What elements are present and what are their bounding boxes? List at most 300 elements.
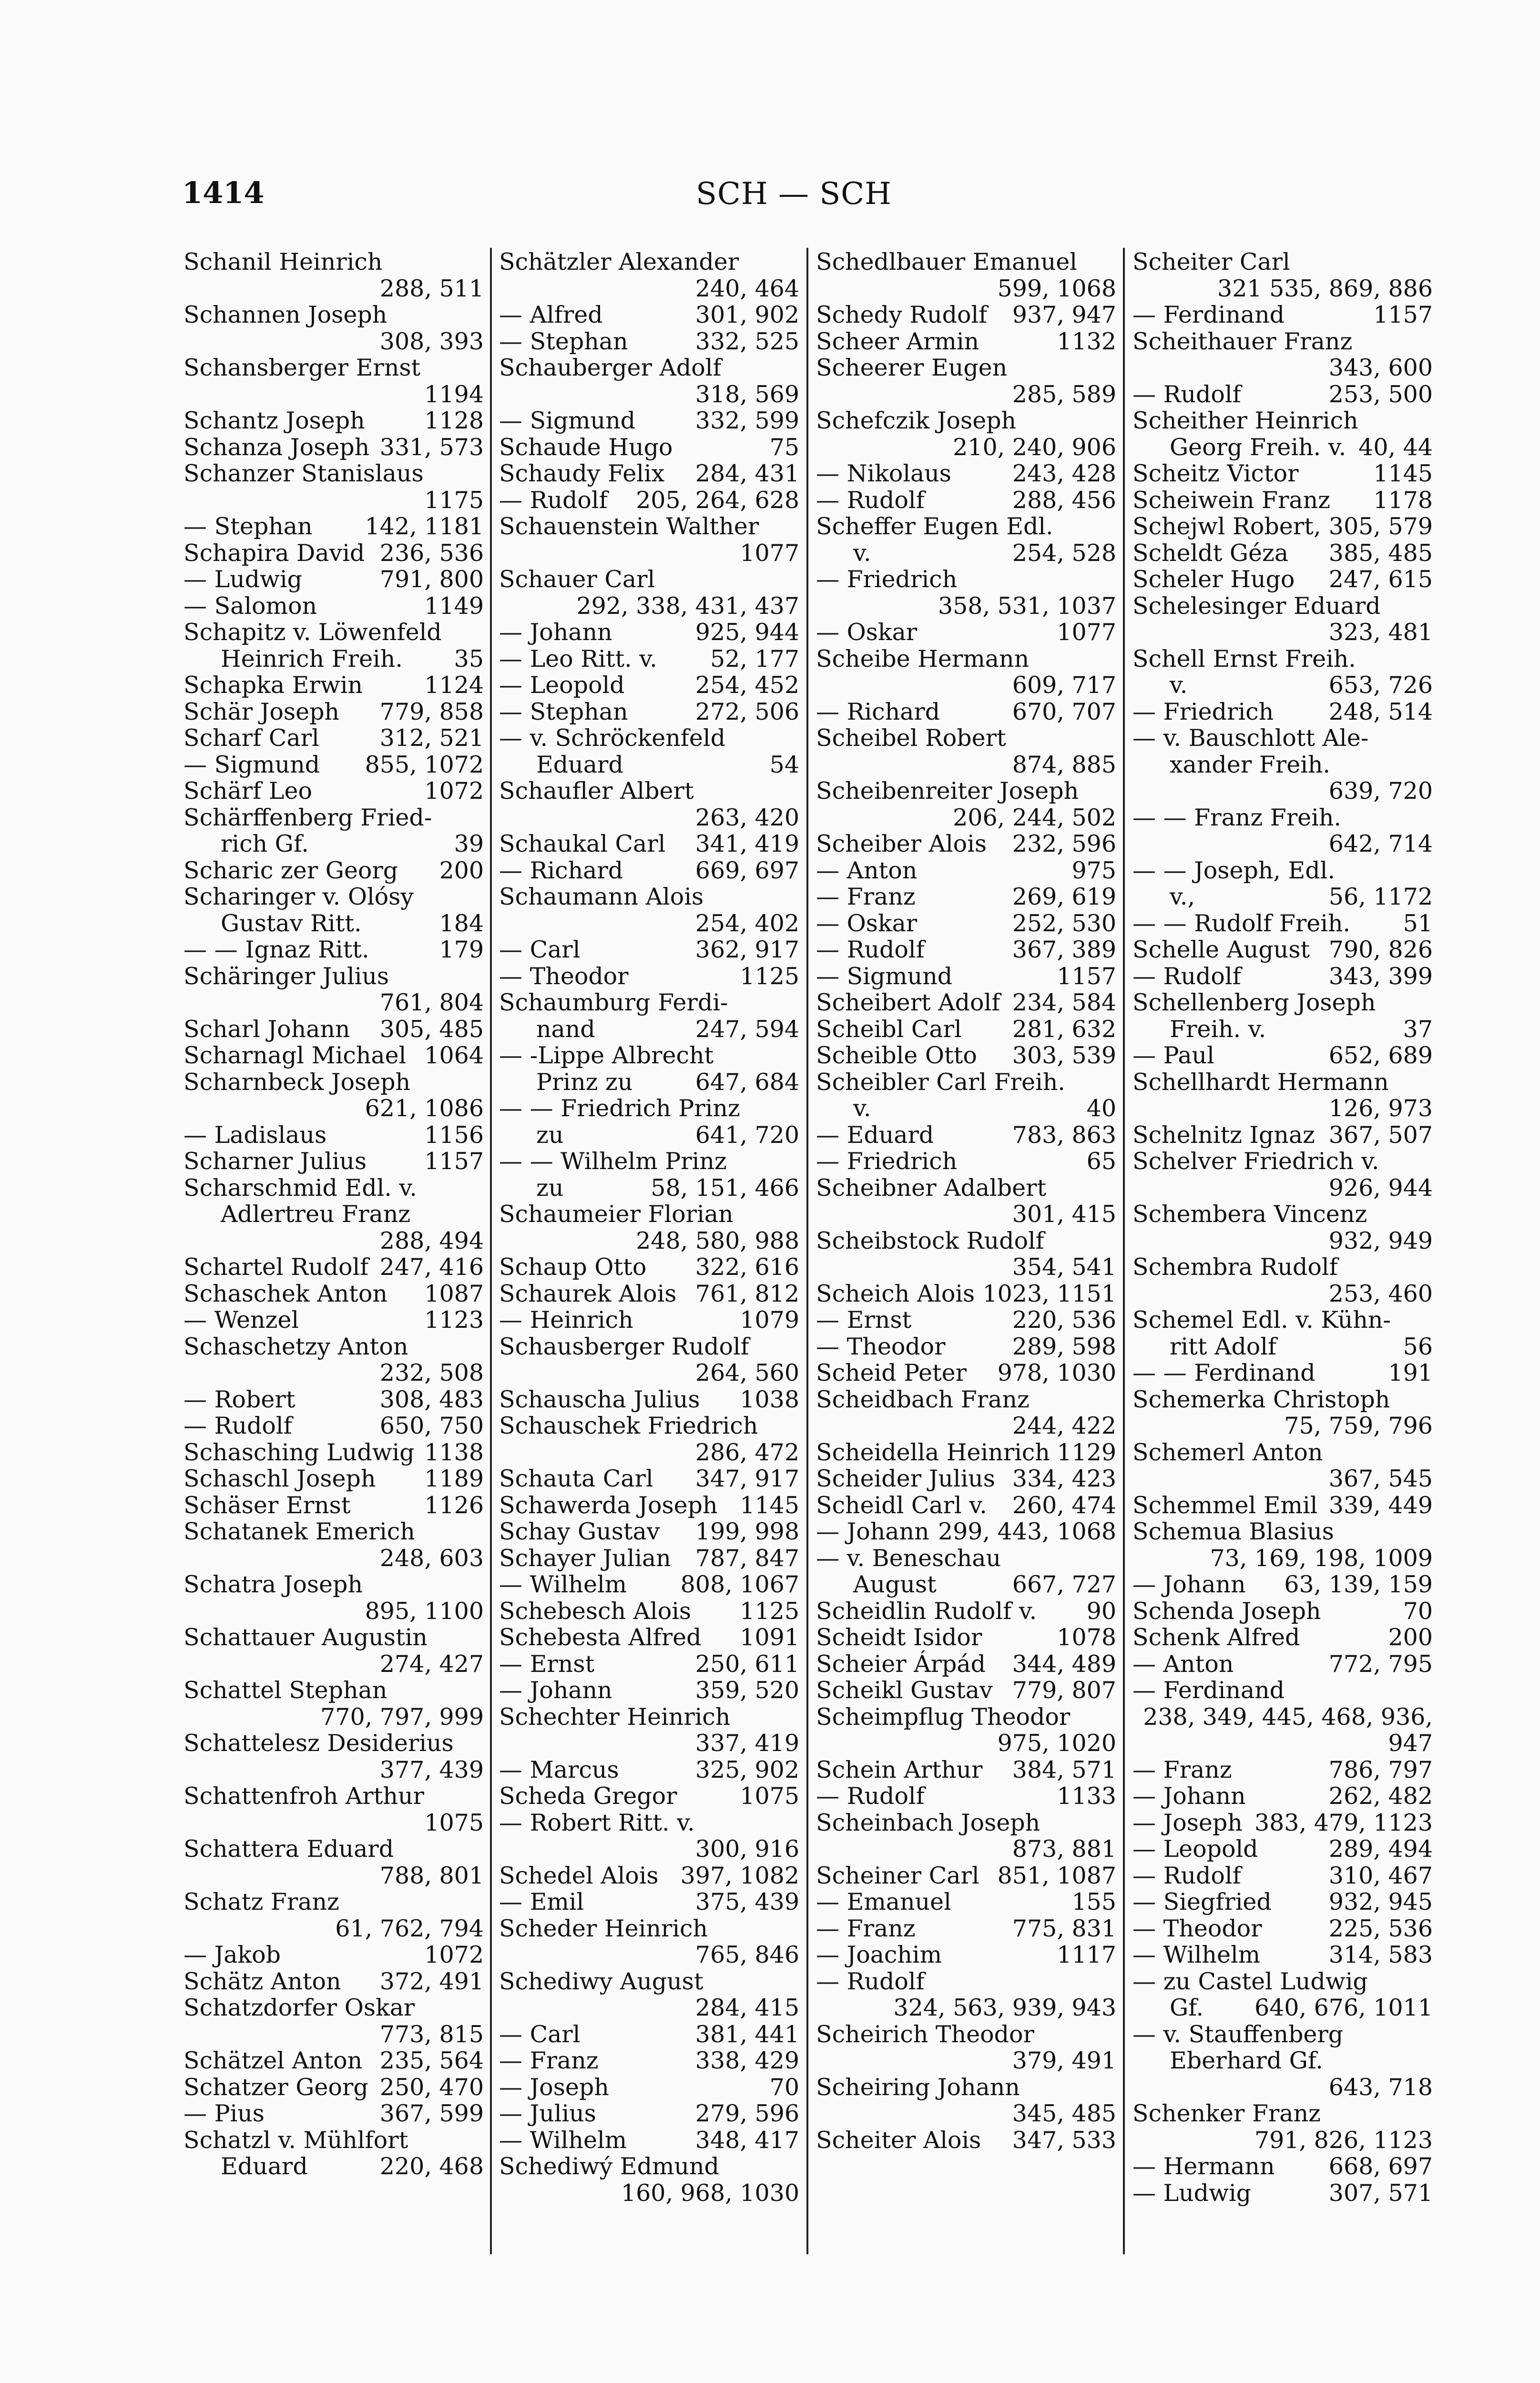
entry-pages: 1178 [1373, 486, 1433, 514]
index-entry [816, 1783, 1116, 1810]
index-entry [1132, 805, 1433, 857]
index-entry [816, 1624, 1116, 1651]
index-entry [499, 672, 799, 699]
index-entry [816, 302, 1116, 328]
entry-name: Schapira David [184, 539, 365, 567]
entry-name: Heinrich Freih. [221, 645, 403, 672]
index-entry [184, 593, 484, 620]
entry-name: Scheidella Heinrich [816, 1438, 1050, 1466]
entry-pages: 289, 494 [1328, 1835, 1433, 1863]
index-entry [1132, 328, 1433, 381]
entry-name: Scheich Alois [816, 1280, 975, 1307]
index-entry [184, 1122, 484, 1149]
entry-pages: 348, 417 [695, 2126, 799, 2154]
entry-pages: 318, 569 [695, 380, 799, 408]
index-entry [1132, 1254, 1433, 1307]
entry-name: — Emil [499, 1888, 584, 1915]
index-entry [184, 805, 484, 831]
entry-name: — Robert [184, 1385, 296, 1413]
index-entry [499, 937, 799, 963]
entry-name: Schansberger Ernst [184, 354, 421, 381]
entry-name: — Anton [1132, 1650, 1234, 1678]
index-entry [184, 513, 484, 540]
index-entry [1132, 1042, 1433, 1069]
entry-name: Schebesch Alois [499, 1597, 692, 1625]
index-entry [184, 2153, 484, 2180]
entry-pages: 300, 916 [695, 1835, 799, 1863]
entry-name: Scheikl Gustav [816, 1677, 993, 1704]
index-entry [184, 1016, 484, 1043]
entry-pages: 75 [769, 433, 799, 461]
index-entry [184, 1942, 484, 1968]
entry-name: Schaschetzy Anton [184, 1333, 408, 1360]
entry-pages: 652, 689 [1328, 1042, 1433, 1069]
entry-name: Scharschmid Edl. v. [184, 1174, 417, 1202]
entry-name: — Salomon [184, 592, 317, 620]
entry-pages: 775, 831 [1012, 1915, 1116, 1942]
index-entry [499, 1571, 799, 1598]
index-entry [499, 1201, 799, 1254]
entry-pages: 252, 530 [1012, 909, 1116, 937]
entry-name: Schatz Franz [184, 1888, 339, 1915]
entry-name: Scheid Peter [816, 1359, 967, 1386]
index-entry [184, 1995, 484, 2047]
index-entry [499, 1889, 799, 1915]
entry-pages: 262, 482 [1328, 1782, 1433, 1810]
entry-name: Scheerer Eugen [816, 354, 1008, 381]
index-entry [1132, 1360, 1433, 1386]
entry-pages: 301, 902 [695, 301, 799, 328]
index-entry [816, 1518, 1116, 1545]
entry-pages: 653, 726 [1328, 672, 1433, 699]
entry-name: — v. Bauschlott Ale- [1132, 724, 1369, 752]
entry-pages: 372, 491 [379, 1967, 484, 1995]
index-entry [816, 857, 1116, 884]
entry-name: — Paul [1132, 1042, 1214, 1069]
entry-pages: 292, 338, 431, 437 [576, 592, 799, 620]
entry-name: Schantz Joseph [184, 407, 365, 434]
index-entry [1132, 989, 1433, 1016]
index-entry [816, 1942, 1116, 1968]
entry-name: Schellhardt Hermann [1132, 1068, 1389, 1096]
index-entry [499, 699, 799, 725]
index-entry [499, 1704, 799, 1757]
entry-pages: 289, 598 [1012, 1333, 1116, 1360]
entry-name: — Franz [816, 883, 916, 910]
index-entry [1132, 884, 1433, 910]
entry-name: — Ernst [816, 1306, 912, 1334]
entry-name: — — Franz Freih. [1132, 804, 1341, 831]
entry-pages: 1075 [424, 1809, 484, 1836]
entry-pages: 1129 [1057, 1438, 1116, 1466]
entry-pages: 341, 419 [695, 830, 799, 857]
entry-name: — Marcus [499, 1756, 619, 1783]
index-entry [499, 831, 799, 857]
entry-name: Schauschek Friedrich [499, 1412, 758, 1439]
entry-name: Schaufler Albert [499, 777, 694, 805]
entry-name: — Richard [816, 698, 940, 725]
index-entry [184, 831, 484, 857]
entry-pages: 285, 589 [1012, 380, 1116, 408]
entry-name: Scheither Heinrich [1132, 407, 1358, 434]
index-entry [184, 1492, 484, 1519]
entry-name: Scheiring Johann [816, 2073, 1020, 2101]
index-entry [499, 249, 799, 302]
index-entry [499, 2153, 799, 2206]
index-entry [499, 989, 799, 1016]
entry-pages: 205, 264, 628 [636, 486, 799, 514]
index-entry [1132, 1334, 1433, 1360]
entry-pages: 358, 531, 1037 [938, 592, 1116, 620]
entry-name: Schechter Heinrich [499, 1703, 731, 1731]
entry-pages: 1175 [424, 486, 484, 514]
entry-name: — Ernst [499, 1650, 595, 1678]
entry-name: — Franz [499, 2047, 599, 2074]
entry-name: — Carl [499, 936, 581, 963]
entry-pages: 314, 583 [1328, 1941, 1433, 1968]
index-entry [816, 1651, 1116, 1678]
index-entry [499, 355, 799, 407]
entry-pages: 232, 508 [379, 1359, 484, 1386]
index-entry [499, 1413, 799, 1466]
entry-pages: 51 [1403, 909, 1433, 937]
index-entry [1132, 672, 1433, 699]
entry-pages: 1038 [740, 1385, 799, 1413]
index-entry [499, 1624, 799, 1651]
column-divider [490, 248, 492, 2254]
entry-pages: 225, 536 [1328, 1915, 1433, 1942]
index-entry [816, 1571, 1116, 1598]
entry-pages: 1123 [424, 1306, 484, 1334]
index-entry [499, 1254, 799, 1281]
entry-name: — Leo Ritt. v. [499, 645, 657, 672]
entry-pages: 334, 423 [1012, 1465, 1116, 1492]
entry-name: — Stephan [499, 327, 628, 355]
entry-pages: 668, 697 [1328, 2153, 1433, 2180]
entry-pages: 379, 491 [1012, 2047, 1116, 2074]
entry-pages: 385, 485 [1328, 539, 1433, 567]
index-entry [499, 884, 799, 937]
entry-name: Scharl Johann [184, 1015, 350, 1043]
index-entry [816, 407, 1116, 460]
index-entry [1132, 2180, 1433, 2207]
entry-pages: 250, 611 [695, 1650, 799, 1678]
entry-name: Scheier Árpád [816, 1650, 986, 1678]
index-entry [816, 989, 1116, 1016]
entry-pages: 639, 720 [1328, 777, 1433, 805]
entry-pages: 247, 615 [1328, 566, 1433, 593]
index-entry [499, 1651, 799, 1678]
index-entry [184, 910, 484, 937]
entry-name: Schelesinger Eduard [1132, 592, 1381, 620]
entry-name: Georg Freih. v. [1170, 433, 1346, 461]
entry-name: Schauenstein Walther [499, 513, 759, 540]
entry-name: Schanza Joseph [184, 433, 370, 461]
entry-pages: 210, 240, 906 [953, 433, 1116, 461]
entry-pages: 54 [769, 751, 799, 778]
entry-name: Scharinger v. Olósy [184, 883, 414, 910]
entry-pages: 254, 528 [1012, 539, 1116, 567]
index-entry [816, 1360, 1116, 1386]
index-entry [499, 1042, 799, 1069]
index-entry [184, 1175, 484, 1202]
index-entry [184, 1783, 484, 1836]
entry-name: Scharner Julius [184, 1148, 367, 1175]
entry-pages: 303, 539 [1012, 1042, 1116, 1069]
entry-name: v., [1170, 883, 1195, 910]
entry-name: — Ludwig [1132, 2179, 1252, 2207]
index-entry [816, 1307, 1116, 1334]
entry-pages: 855, 1072 [365, 751, 484, 778]
entry-name: Schaschek Anton [184, 1280, 388, 1307]
entry-name: Schauscha Julius [499, 1385, 700, 1413]
index-entry [499, 487, 799, 514]
entry-pages: 851, 1087 [997, 1862, 1116, 1889]
entry-name: Schembra Rudolf [1132, 1253, 1338, 1281]
index-entry [184, 249, 484, 302]
entry-name: Scheibner Adalbert [816, 1174, 1047, 1202]
index-entry [499, 2100, 799, 2127]
entry-pages: 236, 536 [379, 539, 484, 567]
entry-name: Schär Joseph [184, 698, 339, 725]
entry-pages: 932, 945 [1328, 1888, 1433, 1915]
index-entry [184, 646, 484, 672]
entry-pages: 599, 1068 [997, 275, 1116, 302]
entry-name: Schaukal Carl [499, 830, 666, 857]
index-entry [499, 1783, 799, 1810]
entry-pages: 284, 415 [695, 1994, 799, 2021]
entry-pages: 220, 468 [379, 2153, 484, 2180]
index-entry [499, 1122, 799, 1149]
entry-pages: 345, 485 [1012, 2100, 1116, 2127]
index-entry [184, 1836, 484, 1889]
entry-pages: 975, 1020 [997, 1730, 1116, 1757]
entry-name: — v. Stauffenberg [1132, 2020, 1344, 2048]
entry-name: Scheitz Victor [1132, 460, 1299, 487]
entry-name: — Rudolf [184, 1412, 292, 1439]
entry-pages: 779, 807 [1012, 1677, 1116, 1704]
index-entry [499, 1386, 799, 1413]
index-entry [499, 328, 799, 355]
index-entry [1132, 1757, 1433, 1783]
entry-name: — Wilhelm [1132, 1941, 1261, 1968]
entry-pages: 279, 596 [695, 2100, 799, 2127]
entry-name: — Ferdinand [1132, 1677, 1285, 1704]
entry-name: — Friedrich [1132, 698, 1274, 725]
entry-name: Scheffer Eugen Edl. [816, 513, 1053, 540]
index-entry [816, 831, 1116, 857]
entry-name: Schätzel Anton [184, 2047, 363, 2074]
entry-name: — Johann [1132, 1782, 1246, 1810]
index-entry [1132, 963, 1433, 990]
entry-pages: 1075 [740, 1782, 799, 1810]
entry-name: Schedy Rudolf [816, 301, 988, 328]
entry-name: Schäringer Julius [184, 962, 389, 990]
entry-pages: 1077 [740, 539, 799, 567]
entry-name: Schembera Vincenz [1132, 1201, 1367, 1228]
entry-pages: 786, 797 [1328, 1756, 1433, 1783]
index-entry [1132, 1836, 1433, 1863]
entry-name: — Joachim [816, 1941, 942, 1968]
index-entry [1132, 249, 1433, 302]
entry-name: — Rudolf [1132, 962, 1241, 990]
entry-name: — Carl [499, 2020, 581, 2048]
index-entry [1132, 1863, 1433, 1889]
entry-name: — — Ignaz Ritt. [184, 936, 369, 963]
entry-pages: 650, 750 [379, 1412, 484, 1439]
entry-name: Schatra Joseph [184, 1571, 363, 1598]
entry-pages: 937, 947 [1012, 301, 1116, 328]
entry-name: — — Wilhelm Prinz [499, 1148, 727, 1175]
index-entry [816, 1095, 1116, 1122]
entry-name: Schediwý Edmund [499, 2153, 719, 2180]
entry-name: Schapka Erwin [184, 672, 363, 699]
index-entry [816, 2021, 1116, 2074]
index-entry [184, 1148, 484, 1175]
index-entry [184, 1677, 484, 1730]
index-entry [184, 1624, 484, 1677]
index-entry [499, 1148, 799, 1175]
index-entry [1132, 434, 1433, 461]
entry-name: Scheiner Carl [816, 1862, 979, 1889]
index-entry [816, 540, 1116, 567]
index-column-3 [816, 249, 1116, 2153]
entry-name: zu [536, 1174, 564, 1202]
entry-name: Scheibe Hermann [816, 645, 1030, 672]
entry-pages: 324, 563, 939, 943 [893, 1994, 1116, 2021]
entry-pages: 142, 1181 [365, 513, 484, 540]
entry-pages: 37 [1403, 1015, 1433, 1043]
index-entry [499, 1545, 799, 1572]
index-entry [816, 1175, 1116, 1228]
entry-pages: 58, 151, 466 [651, 1174, 799, 1202]
index-entry [499, 1466, 799, 1492]
index-entry [184, 460, 484, 513]
entry-name: Schemerl Anton [1132, 1438, 1323, 1466]
index-entry [1132, 1069, 1433, 1122]
entry-pages: 184 [439, 909, 484, 937]
entry-pages: 343, 600 [1328, 354, 1433, 381]
entry-pages: 641, 720 [695, 1121, 799, 1149]
index-entry [816, 1334, 1116, 1360]
entry-pages: 260, 474 [1012, 1491, 1116, 1519]
index-entry [1132, 2021, 1433, 2048]
entry-pages: 253, 460 [1328, 1280, 1433, 1307]
entry-name: Schedel Alois [499, 1862, 659, 1889]
entry-name: Scheidlin Rudolf v. [816, 1597, 1037, 1625]
index-entry [1132, 2047, 1433, 2100]
index-entry [1132, 1624, 1433, 1651]
index-entry [499, 1518, 799, 1545]
index-entry [816, 1810, 1116, 1863]
entry-pages: 40, 44 [1358, 433, 1433, 461]
entry-name: zu [536, 1121, 564, 1149]
index-entry [184, 1042, 484, 1069]
index-entry [1132, 1016, 1433, 1043]
entry-name: Scheibert Adolf [816, 989, 1000, 1016]
entry-name: — Hermann [1132, 2153, 1275, 2180]
entry-name: — Rudolf [816, 486, 925, 514]
index-entry [1132, 2153, 1433, 2180]
index-entry [816, 1704, 1116, 1757]
entry-name: Schannen Joseph [184, 301, 388, 328]
entry-pages: 254, 452 [695, 672, 799, 699]
entry-name: v. [1170, 672, 1188, 699]
index-entry [499, 407, 799, 434]
entry-pages: 247, 416 [379, 1253, 484, 1281]
entry-pages: 642, 714 [1328, 830, 1433, 857]
index-entry [816, 1439, 1116, 1466]
index-entry [816, 1386, 1116, 1439]
entry-name: — Jakob [184, 1941, 281, 1968]
entry-pages: 384, 571 [1012, 1756, 1116, 1783]
index-entry [499, 1095, 799, 1122]
entry-name: — Rudolf [816, 936, 925, 963]
index-entry [816, 513, 1116, 540]
index-entry [1132, 646, 1433, 672]
entry-pages: 323, 481 [1328, 619, 1433, 646]
entry-name: Scharic zer Georg [184, 856, 398, 884]
entry-pages: 250, 470 [379, 2073, 484, 2101]
entry-pages: 331, 573 [379, 433, 484, 461]
index-entry [1132, 407, 1433, 434]
index-entry [1132, 1995, 1433, 2021]
entry-pages: 895, 1100 [365, 1597, 484, 1625]
entry-pages: 247, 594 [695, 1015, 799, 1043]
entry-name: Schelnitz Ignaz [1132, 1121, 1315, 1149]
index-entry [816, 2127, 1116, 2154]
entry-name: Schauberger Adolf [499, 354, 722, 381]
index-entry [184, 725, 484, 752]
entry-pages: 63, 139, 159 [1284, 1571, 1433, 1598]
index-column-1 [184, 249, 484, 2180]
entry-name: Scheimpflug Theodor [816, 1703, 1071, 1731]
entry-name: Scharnagl Michael [184, 1042, 407, 1069]
entry-pages: 367, 599 [379, 2100, 484, 2127]
entry-name: Scheer Armin [816, 327, 979, 355]
entry-pages: 248, 580, 988 [636, 1227, 799, 1254]
entry-name: — Sigmund [816, 962, 953, 990]
entry-pages: 200 [439, 856, 484, 884]
entry-name: Scheirich Theodor [816, 2020, 1034, 2048]
entry-name: — Stephan [184, 513, 313, 540]
entry-name: — Theodor [1132, 1915, 1262, 1942]
entry-pages: 339, 449 [1328, 1491, 1433, 1519]
entry-pages: 235, 564 [379, 2047, 484, 2074]
index-entry [816, 2074, 1116, 2127]
entry-name: — Theodor [499, 962, 629, 990]
entry-pages: 367, 545 [1328, 1465, 1433, 1492]
entry-pages: 253, 500 [1328, 380, 1433, 408]
entry-pages: 1079 [740, 1306, 799, 1334]
entry-name: Schenker Franz [1132, 2100, 1321, 2127]
entry-pages: 206, 244, 502 [953, 804, 1116, 831]
entry-pages: 238, 349, 445, 468, 936, 947 [1143, 1703, 1433, 1757]
entry-pages: 305, 485 [379, 1015, 484, 1043]
entry-pages: 1157 [1057, 962, 1116, 990]
entry-pages: 1133 [1057, 1782, 1116, 1810]
index-entry [1132, 937, 1433, 963]
index-entry [184, 1307, 484, 1334]
entry-pages: 269, 619 [1012, 883, 1116, 910]
entry-pages: 1125 [740, 1597, 799, 1625]
entry-name: Eberhard Gf. [1170, 2047, 1323, 2074]
entry-name: — Eduard [816, 1121, 934, 1149]
index-entry [499, 1915, 799, 1968]
index-entry [816, 910, 1116, 937]
index-entry [499, 1281, 799, 1307]
index-entry [816, 249, 1116, 302]
